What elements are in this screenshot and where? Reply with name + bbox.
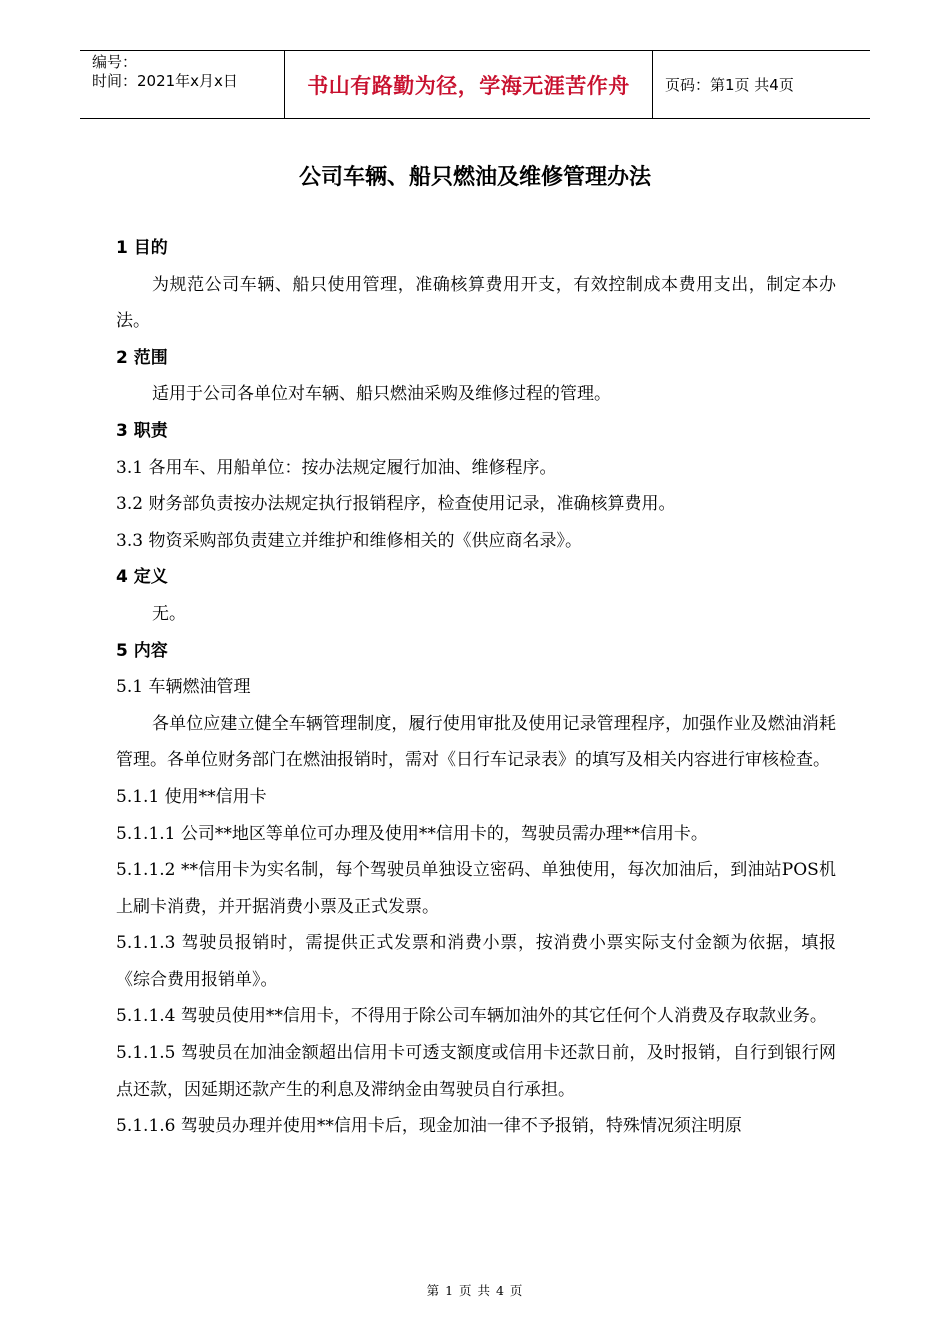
paragraph: 5.1.1.1 公司**地区等单位可办理及使用**信用卡的，驾驶员需办理**信用卡。 (116, 823, 708, 844)
paragraph: 5.1.1.6 驾驶员办理并使用**信用卡后，现金加油一律不予报销，特殊情况须注明原 (116, 1116, 742, 1137)
subsection-heading: 5.1.1 使用**信用卡 (116, 786, 267, 807)
paragraph: 3.1 各用车、用船单位：按办法规定履行加油、维修程序。 (116, 457, 557, 478)
header-meta (80, 51, 284, 118)
document-title: 公司车辆、船只燃油及维修管理办法 (298, 165, 651, 190)
paragraph: 为规范公司车辆、船只使用管理，准确核算费用开支，有效控制成本费用支出，制定本办法。 (116, 274, 836, 332)
paragraph: 5.1.1.3 驾驶员报销时，需提供正式发票和消费小票，按消费小票实际支付金额为依据，填报《综合费用报销单》。 (116, 933, 836, 990)
paragraph: 5.1.1.2 **信用卡为实名制，每个驾驶员单独设立密码、单独使用，每次加油后，到油站POS机上刷卡消费，并开据消费小票及正式发票。 (116, 860, 836, 917)
header-page-info: 页码：第1页 共4页 (665, 76, 794, 94)
document-code: 编号： (92, 53, 138, 71)
header-motto: 书山有路勤为径，学海无涯苦作舟 (284, 51, 653, 118)
page-footer: 第 1 页 共 4 页 (426, 1283, 524, 1298)
paragraph: 适用于公司各单位对车辆、船只燃油采购及维修过程的管理。 (152, 384, 611, 405)
page-header (80, 50, 870, 119)
section-heading: 4 定义 (116, 567, 168, 588)
paragraph: 各单位应建立健全车辆管理制度，履行使用审批及使用记录管理程序，加强作业及燃油消耗管理。各单位财务部门在燃油报销时，需对《日行车记录表》的填写及相关内容进行审核检查。 (116, 713, 836, 771)
subsection-heading: 5.1 车辆燃油管理 (116, 677, 251, 698)
paragraph: 5.1.1.5 驾驶员在加油金额超出信用卡可透支额度或信用卡还款日前，及时报销，自行到银行网点还款，因延期还款产生的利息及滞纳金由驾驶员自行承担。 (116, 1043, 836, 1100)
section-heading: 3 职责 (116, 420, 168, 441)
document-time: 时间：2021年x月x日 (92, 72, 238, 90)
document-body (116, 230, 836, 1145)
paragraph: 3.2 财务部负责按办法规定执行报销程序，检查使用记录，准确核算费用。 (116, 494, 676, 515)
section-heading: 2 范围 (116, 347, 168, 368)
section-heading: 5 内容 (116, 640, 168, 661)
section-heading: 1 目的 (116, 238, 168, 258)
paragraph: 无。 (152, 603, 186, 624)
paragraph: 5.1.1.4 驾驶员使用**信用卡，不得用于除公司车辆加油外的其它任何个人消费及存取款业务。 (116, 1006, 827, 1027)
paragraph: 3.3 物资采购部负责建立并维护和维修相关的《供应商名录》。 (116, 530, 582, 551)
